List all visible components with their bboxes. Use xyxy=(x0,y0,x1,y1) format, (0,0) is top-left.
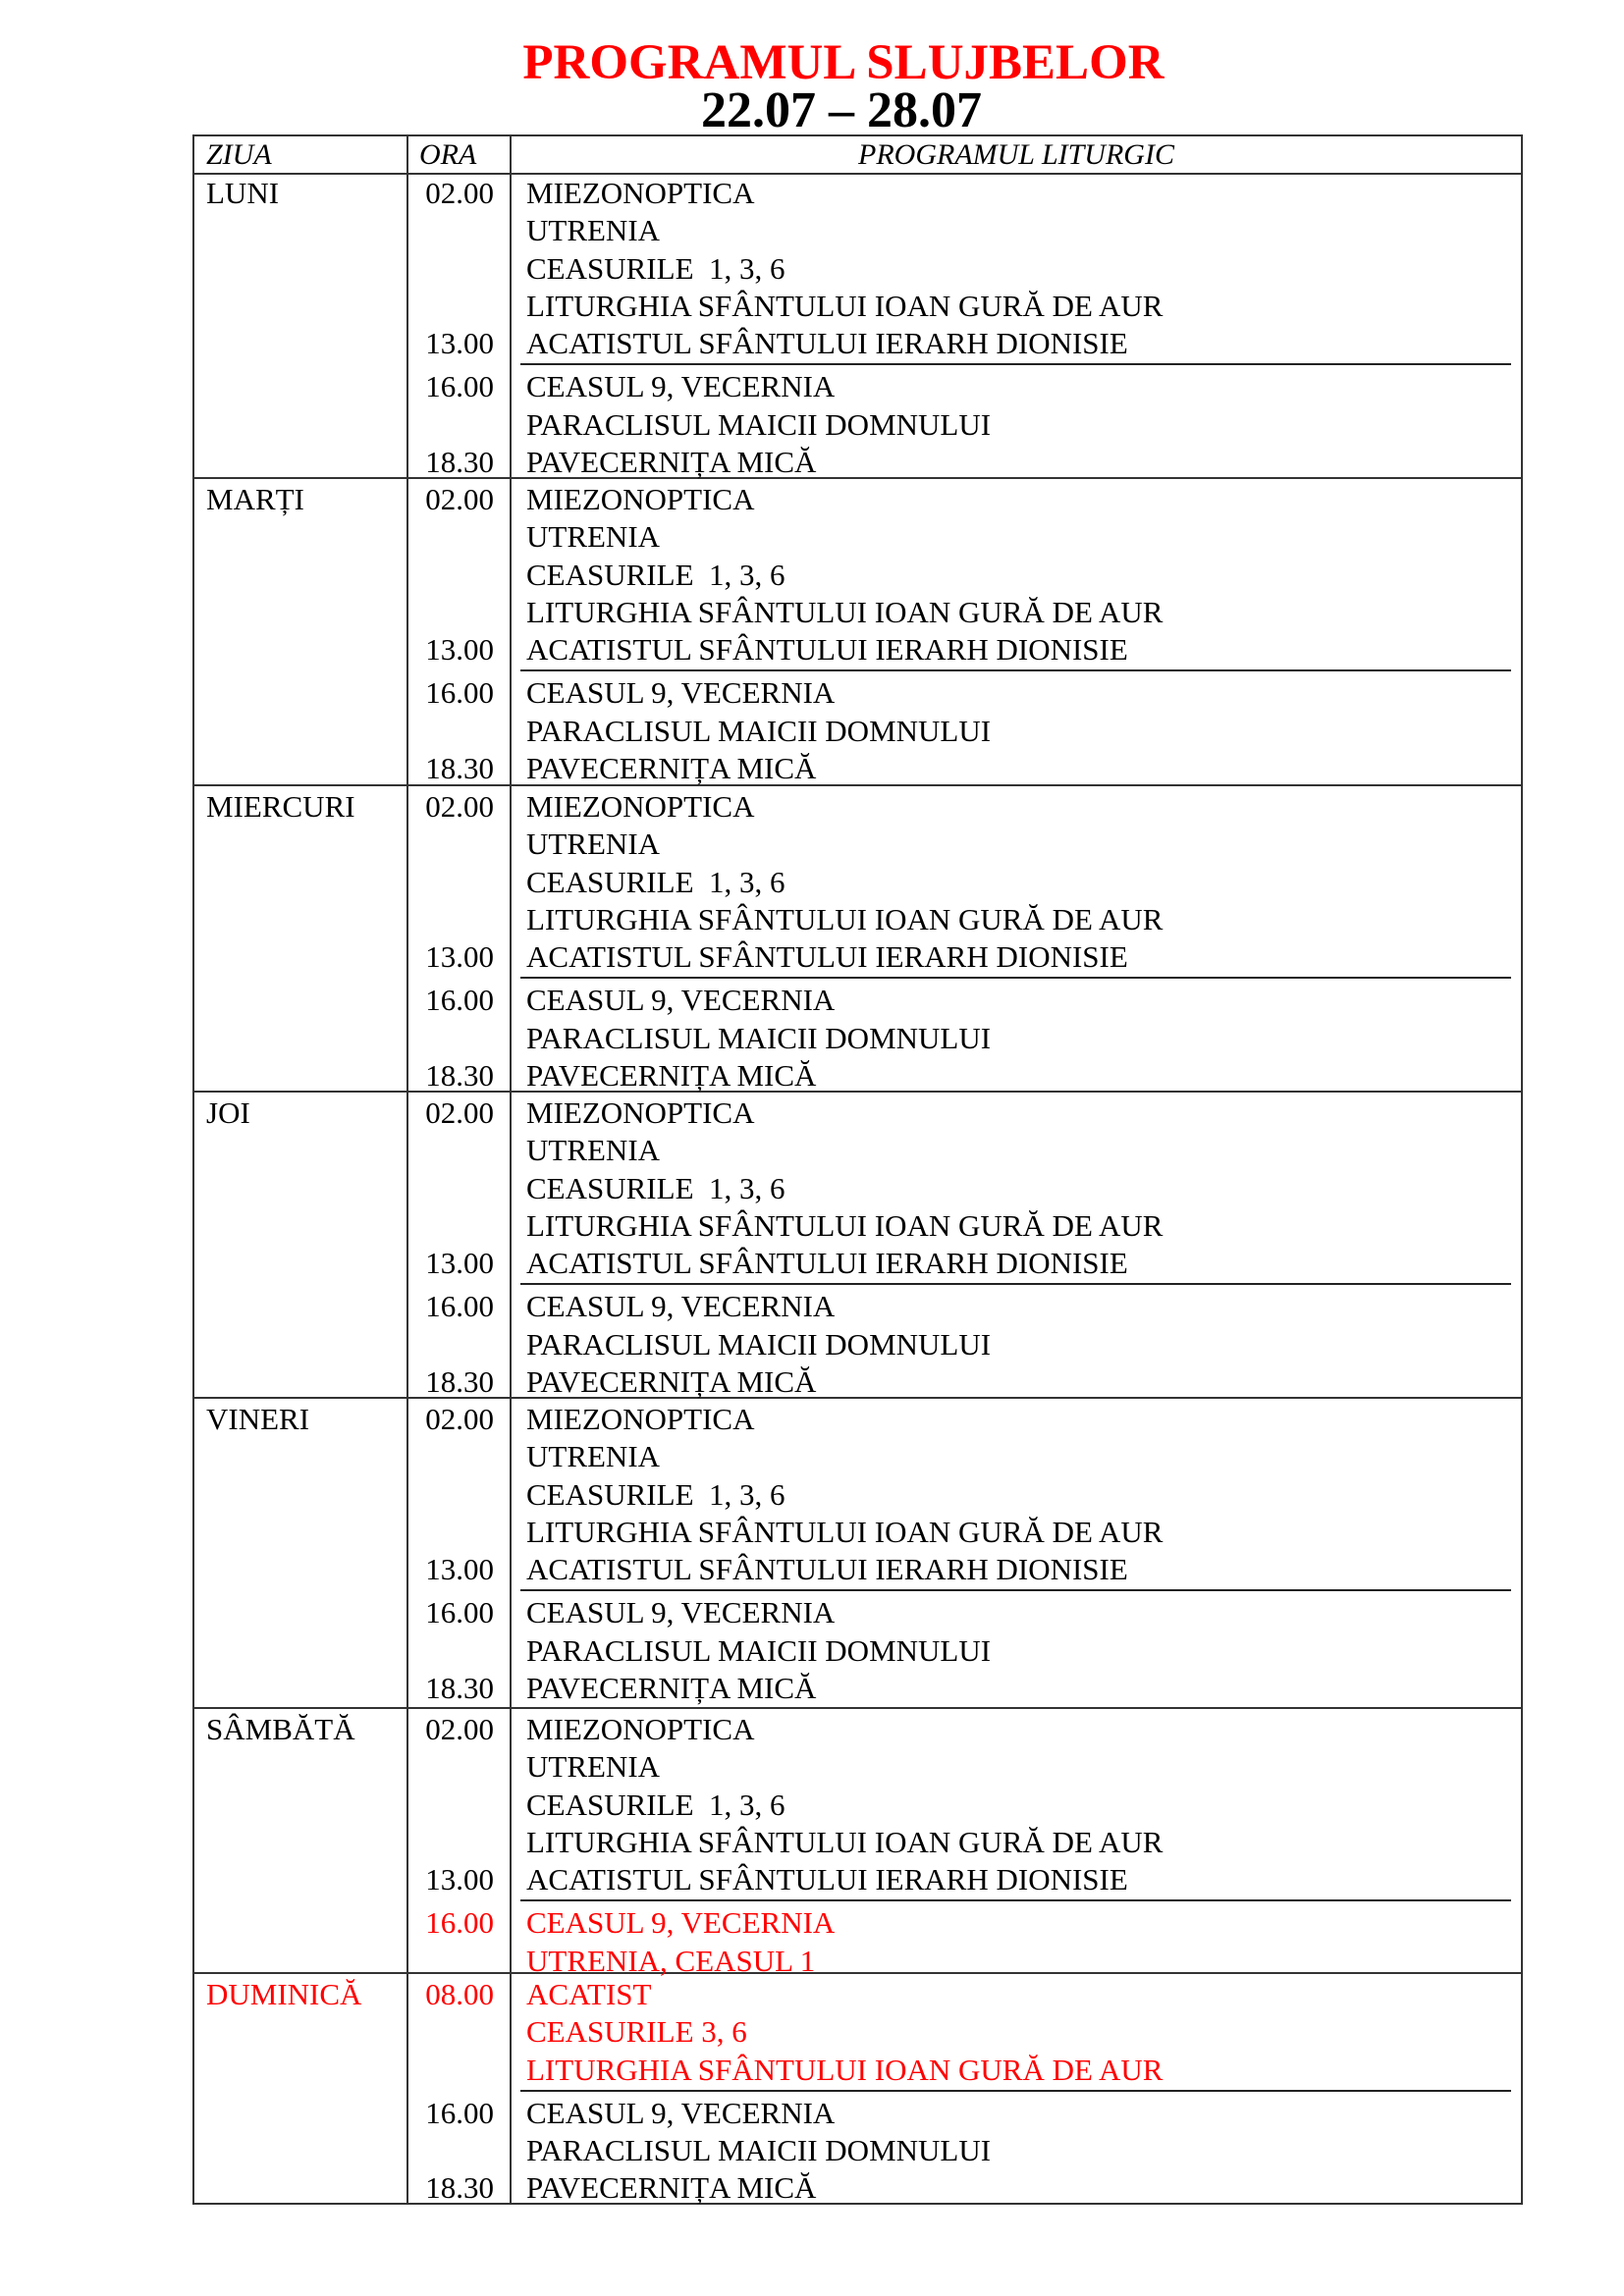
service-name: CEASURILE 1, 3, 6 xyxy=(526,864,785,899)
service-time xyxy=(408,1020,494,1057)
service-name: CEASURILE 1, 3, 6 xyxy=(526,557,785,592)
service-time: 18.30 xyxy=(425,1364,494,1400)
service-time: 16.00 xyxy=(425,675,494,711)
service-name: CEASURILE 3, 6 xyxy=(526,2014,747,2050)
service-name: PAVECERNIȚA MICĂ xyxy=(526,751,817,786)
program-column xyxy=(526,1711,1511,1980)
service-time xyxy=(408,288,494,325)
service-time xyxy=(408,1132,494,1169)
service-time xyxy=(408,518,494,556)
service-name: UTRENIA xyxy=(526,213,661,248)
service-time: 16.00 xyxy=(425,1905,494,1941)
service-time: 18.30 xyxy=(425,751,494,786)
program-column xyxy=(526,1976,1511,2208)
service-time: 02.00 xyxy=(425,1095,494,1130)
service-name: CEASURILE 1, 3, 6 xyxy=(526,1476,785,1512)
section-divider xyxy=(520,669,1511,671)
service-name: MIEZONOPTICA xyxy=(526,1095,755,1130)
service-name: PARACLISUL MAICII DOMNULUI xyxy=(526,1326,992,1362)
day-name: MARȚI xyxy=(206,482,304,516)
service-name: CEASUL 9, VECERNIA xyxy=(526,1289,836,1324)
service-name: CEASUL 9, VECERNIA xyxy=(526,2095,836,2130)
service-name: PAVECERNIȚA MICĂ xyxy=(526,2170,817,2206)
service-name: ACATISTUL SFÂNTULUI IERARH DIONISIE xyxy=(526,939,1128,975)
service-name: LITURGHIA SFÂNTULUI IOAN GURĂ DE AUR xyxy=(526,1824,1164,1859)
table-row xyxy=(194,1399,1521,1709)
service-time xyxy=(408,1207,494,1245)
service-name: UTRENIA xyxy=(526,1133,661,1168)
service-name: CEASUL 9, VECERNIA xyxy=(526,675,836,711)
service-time: 02.00 xyxy=(425,482,494,516)
service-name: ACATISTUL SFÂNTULUI IERARH DIONISIE xyxy=(526,326,1128,361)
service-name: PARACLISUL MAICII DOMNULUI xyxy=(526,713,992,748)
service-time: 02.00 xyxy=(425,176,494,210)
service-time: 13.00 xyxy=(425,939,494,975)
program-column xyxy=(526,1401,1511,1707)
service-time xyxy=(408,1824,494,1861)
service-time: 08.00 xyxy=(425,1977,494,2011)
service-time: 02.00 xyxy=(425,1402,494,1436)
section-divider xyxy=(520,977,1511,979)
service-name: CEASUL 9, VECERNIA xyxy=(526,1595,836,1630)
service-time: 16.00 xyxy=(425,1595,494,1630)
section-divider xyxy=(520,1899,1511,1901)
service-name: PARACLISUL MAICII DOMNULUI xyxy=(526,406,992,442)
service-name: PARACLISUL MAICII DOMNULUI xyxy=(526,2133,992,2168)
day-name: SÂMBĂTĂ xyxy=(206,1712,355,1746)
section-divider xyxy=(520,2090,1511,2092)
service-name: PAVECERNIȚA MICĂ xyxy=(526,1058,817,1094)
service-time xyxy=(408,1326,494,1363)
service-name: CEASURILE 1, 3, 6 xyxy=(526,1787,785,1822)
service-name: LITURGHIA SFÂNTULUI IOAN GURĂ DE AUR xyxy=(526,901,1164,936)
service-time xyxy=(408,1632,494,1670)
table-header xyxy=(194,136,1521,175)
service-name: MIEZONOPTICA xyxy=(526,1402,755,1436)
service-time: 18.30 xyxy=(425,2170,494,2206)
section-divider xyxy=(520,1283,1511,1285)
table-row xyxy=(194,1093,1521,1399)
time-column xyxy=(408,481,494,787)
service-name: LITURGHIA SFÂNTULUI IOAN GURĂ DE AUR xyxy=(526,2052,1164,2087)
service-time: 18.30 xyxy=(425,1671,494,1706)
service-name: LITURGHIA SFÂNTULUI IOAN GURĂ DE AUR xyxy=(526,288,1164,323)
service-name: UTRENIA xyxy=(526,1439,661,1474)
service-name: CEASUL 9, VECERNIA xyxy=(526,983,836,1018)
column-divider xyxy=(406,136,408,2203)
service-time xyxy=(408,826,494,863)
time-column xyxy=(408,1401,494,1707)
header-time: ORA xyxy=(419,138,477,171)
service-time xyxy=(408,713,494,750)
service-name: UTRENIA xyxy=(526,1749,661,1785)
table-row xyxy=(194,173,1521,479)
service-name: ACATISTUL SFÂNTULUI IERARH DIONISIE xyxy=(526,1552,1128,1587)
day-name: LUNI xyxy=(206,176,280,210)
service-time xyxy=(408,2132,494,2169)
service-name: CEASUL 9, VECERNIA xyxy=(526,369,836,404)
service-name: LITURGHIA SFÂNTULUI IOAN GURĂ DE AUR xyxy=(526,594,1164,629)
service-name: LITURGHIA SFÂNTULUI IOAN GURĂ DE AUR xyxy=(526,1514,1164,1549)
header-day: ZIUA xyxy=(206,138,272,171)
service-name: UTRENIA, CEASUL 1 xyxy=(526,1943,816,1978)
program-column xyxy=(526,175,1511,481)
service-name: MIEZONOPTICA xyxy=(526,1712,755,1746)
service-name: ACATISTUL SFÂNTULUI IERARH DIONISIE xyxy=(526,1246,1128,1281)
time-column xyxy=(408,1095,494,1401)
service-time xyxy=(408,557,494,594)
section-divider xyxy=(520,1589,1511,1591)
service-name: ACATISTUL SFÂNTULUI IERARH DIONISIE xyxy=(526,1862,1128,1897)
service-name: ACATISTUL SFÂNTULUI IERARH DIONISIE xyxy=(526,632,1128,667)
day-name: VINERI xyxy=(206,1402,310,1436)
service-name: LITURGHIA SFÂNTULUI IOAN GURĂ DE AUR xyxy=(526,1207,1164,1243)
time-column xyxy=(408,1711,494,1980)
time-column xyxy=(408,175,494,481)
service-name: MIEZONOPTICA xyxy=(526,176,755,210)
time-column xyxy=(408,788,494,1095)
service-time: 16.00 xyxy=(425,1289,494,1324)
table-row xyxy=(194,479,1521,786)
header-program: PROGRAMUL LITURGIC xyxy=(858,138,1174,171)
service-time: 13.00 xyxy=(425,632,494,667)
service-time xyxy=(408,1170,494,1207)
service-name: PAVECERNIȚA MICĂ xyxy=(526,1671,817,1706)
service-name: PAVECERNIȚA MICĂ xyxy=(526,1364,817,1400)
service-time: 13.00 xyxy=(425,1246,494,1281)
day-name: JOI xyxy=(206,1095,250,1130)
service-time: 18.30 xyxy=(425,445,494,480)
program-column xyxy=(526,788,1511,1095)
service-time: 16.00 xyxy=(425,369,494,404)
service-name: UTRENIA xyxy=(526,827,661,862)
date-range: 22.07 – 28.07 xyxy=(701,82,982,138)
service-time xyxy=(408,1476,494,1514)
service-name: MIEZONOPTICA xyxy=(526,789,755,824)
service-time xyxy=(408,864,494,901)
service-time xyxy=(408,1787,494,1824)
service-time: 16.00 xyxy=(425,983,494,1018)
service-time: 02.00 xyxy=(425,789,494,824)
service-time: 16.00 xyxy=(425,2095,494,2130)
service-time xyxy=(408,1748,494,1786)
service-time xyxy=(408,1514,494,1551)
service-time xyxy=(408,406,494,444)
table-row xyxy=(194,786,1521,1093)
service-time xyxy=(408,250,494,288)
service-time xyxy=(408,594,494,631)
service-name: PAVECERNIȚA MICĂ xyxy=(526,445,817,480)
table-row xyxy=(194,1974,1521,2205)
program-column xyxy=(526,1095,1511,1401)
service-name: ACATIST xyxy=(526,1977,652,2011)
program-column xyxy=(526,481,1511,787)
table-row xyxy=(194,1709,1521,1978)
service-time xyxy=(408,212,494,249)
page-title: PROGRAMUL SLUJBELOR xyxy=(522,35,1164,90)
service-time: 13.00 xyxy=(425,326,494,361)
service-name: CEASURILE 1, 3, 6 xyxy=(526,1170,785,1205)
service-name: MIEZONOPTICA xyxy=(526,482,755,516)
section-divider xyxy=(520,363,1511,365)
service-time xyxy=(408,901,494,938)
service-name: UTRENIA xyxy=(526,519,661,555)
service-name: PARACLISUL MAICII DOMNULUI xyxy=(526,1020,992,1055)
service-time: 18.30 xyxy=(425,1058,494,1094)
service-name: PARACLISUL MAICII DOMNULUI xyxy=(526,1632,992,1668)
service-name: CEASUL 9, VECERNIA xyxy=(526,1905,836,1941)
time-column xyxy=(408,1976,494,2208)
day-name: MIERCURI xyxy=(206,789,355,824)
service-time: 02.00 xyxy=(425,1712,494,1746)
service-time xyxy=(408,1438,494,1475)
service-time xyxy=(408,2052,494,2089)
service-time xyxy=(408,2013,494,2051)
service-name: CEASURILE 1, 3, 6 xyxy=(526,250,785,286)
column-divider xyxy=(510,136,512,2203)
day-name: DUMINICĂ xyxy=(206,1977,362,2011)
service-time: 13.00 xyxy=(425,1552,494,1587)
schedule-table xyxy=(192,134,1523,2205)
service-time: 13.00 xyxy=(425,1862,494,1897)
